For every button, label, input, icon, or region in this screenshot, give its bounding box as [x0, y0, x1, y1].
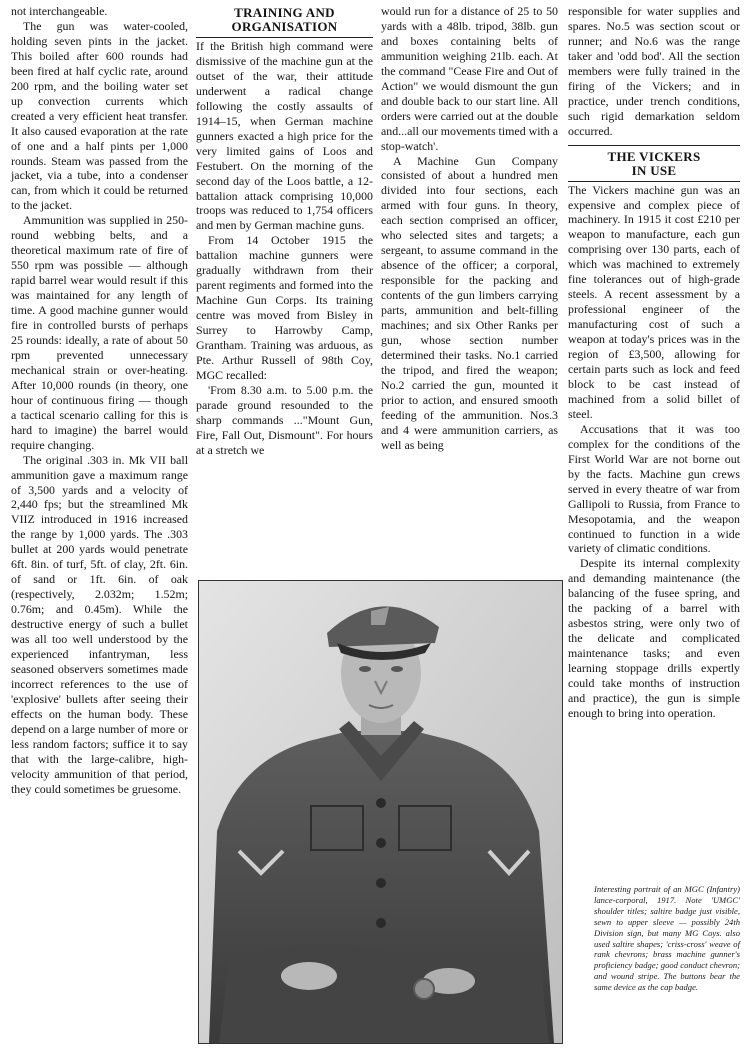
- paragraph: If the British high command were dismissive of the machine gun at the outset of the war, their attitude underwent a radical change following the costly assaults of 1914–15, when German machine gunners exacted a high price for the very limited gains of Loos and Festubert. On the morning of the second day of the Loos battle, a 12-battalion attack comprising 10,000 troops was reduced to 1,754 officers and men by German machine guns.: [196, 39, 373, 233]
- heading-line: TRAINING AND: [234, 5, 335, 20]
- photo-caption: Interesting portrait of an MGC (Infantry) lance-corporal, 1917. Note 'UMGC' shoulder titles; saltire badge just visible, sewn to upper sleeve — possibly 24th Division sign, but many MG Coys. also used saltire shapes; 'criss-cross' weave of rank chevrons; brass machine gunner's proficiency badge; good conduct chevron; and wound stripe. The buttons bear the same device as the cap badge.: [594, 884, 740, 993]
- paragraph: A Machine Gun Company consisted of about a hundred men divided into four sections, each armed with four guns. In theory, each section comprised an officer, who selected sites and targets; a sergeant, to assume command in the absence of the officer; a corporal, responsible for the packing and contents of the gun limbers carrying parts, ammunition and belt-filling machines; and six Other Ranks per gun, whose section number determined their tasks. No.1 carried the tripod, and fired the weapon; No.2 carried the gun, mounted it prior to action, and ensured smooth feeding of the ammunition. Nos.3 and 4 were ammunition carriers, as well as being: [381, 153, 558, 452]
- heading-line: IN USE: [631, 162, 677, 178]
- portrait-photo: [198, 580, 563, 1044]
- paragraph: not interchangeable.: [11, 4, 108, 18]
- paragraph: Despite its internal complexity and demanding maintenance (the balancing of the fusee spring, and the packing of a barrel with asbestos string, were only two of the delicate and complicated maintenance tasks; and even learning stoppage drills expertly could take months of instruction and practice), the gun is simple enough to bring into operation.: [568, 556, 740, 720]
- paragraph: responsible for water supplies and spares. No.5 was section scout or runner; and No.6 was the range taker and 'odd bod'. All the section members were fully trained in the firing of the Vickers; and in practice, under trench conditions, such rigid demarkation seldom occurred.: [568, 4, 740, 138]
- paragraph: Accusations that it was too complex for the conditions of the First World War are not borne out by the facts. Machine gun crews served in every theatre of war from Gallipoli to Russia, from France to Mesopotamia, and the weapon continued to function in a wide variety of climatic conditions.: [568, 421, 740, 556]
- column-2: [196, 4, 373, 458]
- heading-line: THE VICKERS: [607, 148, 701, 164]
- soldier-portrait-illustration: [199, 581, 562, 1043]
- paragraph: The original .303 in. Mk VII ball ammunition gave a maximum range of 3,500 yards and a velocity of 2,440 fps; but the streamlined Mk VIIZ introduced in 1916 increased the range by 1,000 yards. The .303 bullet at 200 yards would penetrate 6ft. 8in. of turf, 5ft. of clay, 2ft. 6in. of sand or 1ft. 6in. of oak (respectively, 2.032m; 1.52m; 0.76m; and 0.45m). While the destructive energy of such a bullet was all too well understood by the experienced infantryman, less seasoned observers sometimes made incorrect references to the use of 'explosive' bullets after seeing their effects on the human body. These depend on a large number of more or less random factors; suffice it to say that with the large-calibre, high-velocity ammunition of that period, they could sometimes be gruesome.: [11, 452, 188, 796]
- paragraph: would run for a distance of 25 to 50 yards with a 48lb. tripod, 38lb. gun and boxes containing belts of ammunition weighing 21lb. each. At the command "Cease Fire and Out of Action" we would dismount the gun and double back to our start line. All orders were carried out at the double and...all our movements timed with a stop-watch'.: [381, 4, 559, 153]
- paragraph: From 14 October 1915 the battalion machine gunners were gradually withdrawn from their parent regiments and formed into the Machine Gun Corps. Its training centre was moved from Bisley in Surrey to Harrowby Camp, Grantham. Training was arduous, as Pte. Arthur Russell of 98th Coy, MGC recalled:: [196, 233, 373, 382]
- paragraph: Ammunition was supplied in 250-round webbing belts, and a theoretical maximum rate of fire of 550 rpm was possible — although rapid barrel wear would result if this was maintained for any length of time. A good machine gunner would fire in controlled bursts of perhaps 25 rounds: ideally, a rate of about 50 rpm prevented unnecessary mechanical strain or over-heating. After 10,000 rounds (in theory, one hour of continuous firing — though a tactical scenario calling for this is hard to imagine) the barrel would require changing.: [11, 213, 188, 452]
- paragraph: The Vickers machine gun was an expensive and complex piece of machinery. In 1915 it cost £210 per weapon to manufacture, each gun comprising over 130 parts, each of which was machined to extremely fine tolerances out of high-grade steels. A recent assessment by a professional engineer of the manufacturing cost of such a weapon at today's prices was in the region of £3,500, allowing for certain parts such as lock and feed block to be cast instead of machined from a solid billet of steel.: [568, 182, 740, 421]
- heading-line: ORGANISATION: [231, 19, 338, 34]
- column-1: [11, 4, 188, 797]
- paragraph: The gun was water-cooled, holding seven pints in the jacket. This boiled after 600 rounds had been fired at half cyclic rate, around 200 rpm, and the boiling water set up convection currents which created a very efficient heat transfer. It also caused evaporation at the rate of one and a half pints per 1,000 rounds. Steam was passed from the jacket, via a tube, into a condenser can, from which it could be returned to the jacket.: [11, 18, 188, 213]
- column-3: [381, 4, 558, 453]
- section-heading-training: [196, 4, 373, 38]
- quote-paragraph: 'From 8.30 a.m. to 5.00 p.m. the parade ground resounded to the sharp commands ..."Mount Gun, Fire, Fall Out, Dismount". For hours at a stretch we: [196, 382, 373, 457]
- column-4: [568, 4, 740, 721]
- section-heading-vickers: [568, 145, 740, 182]
